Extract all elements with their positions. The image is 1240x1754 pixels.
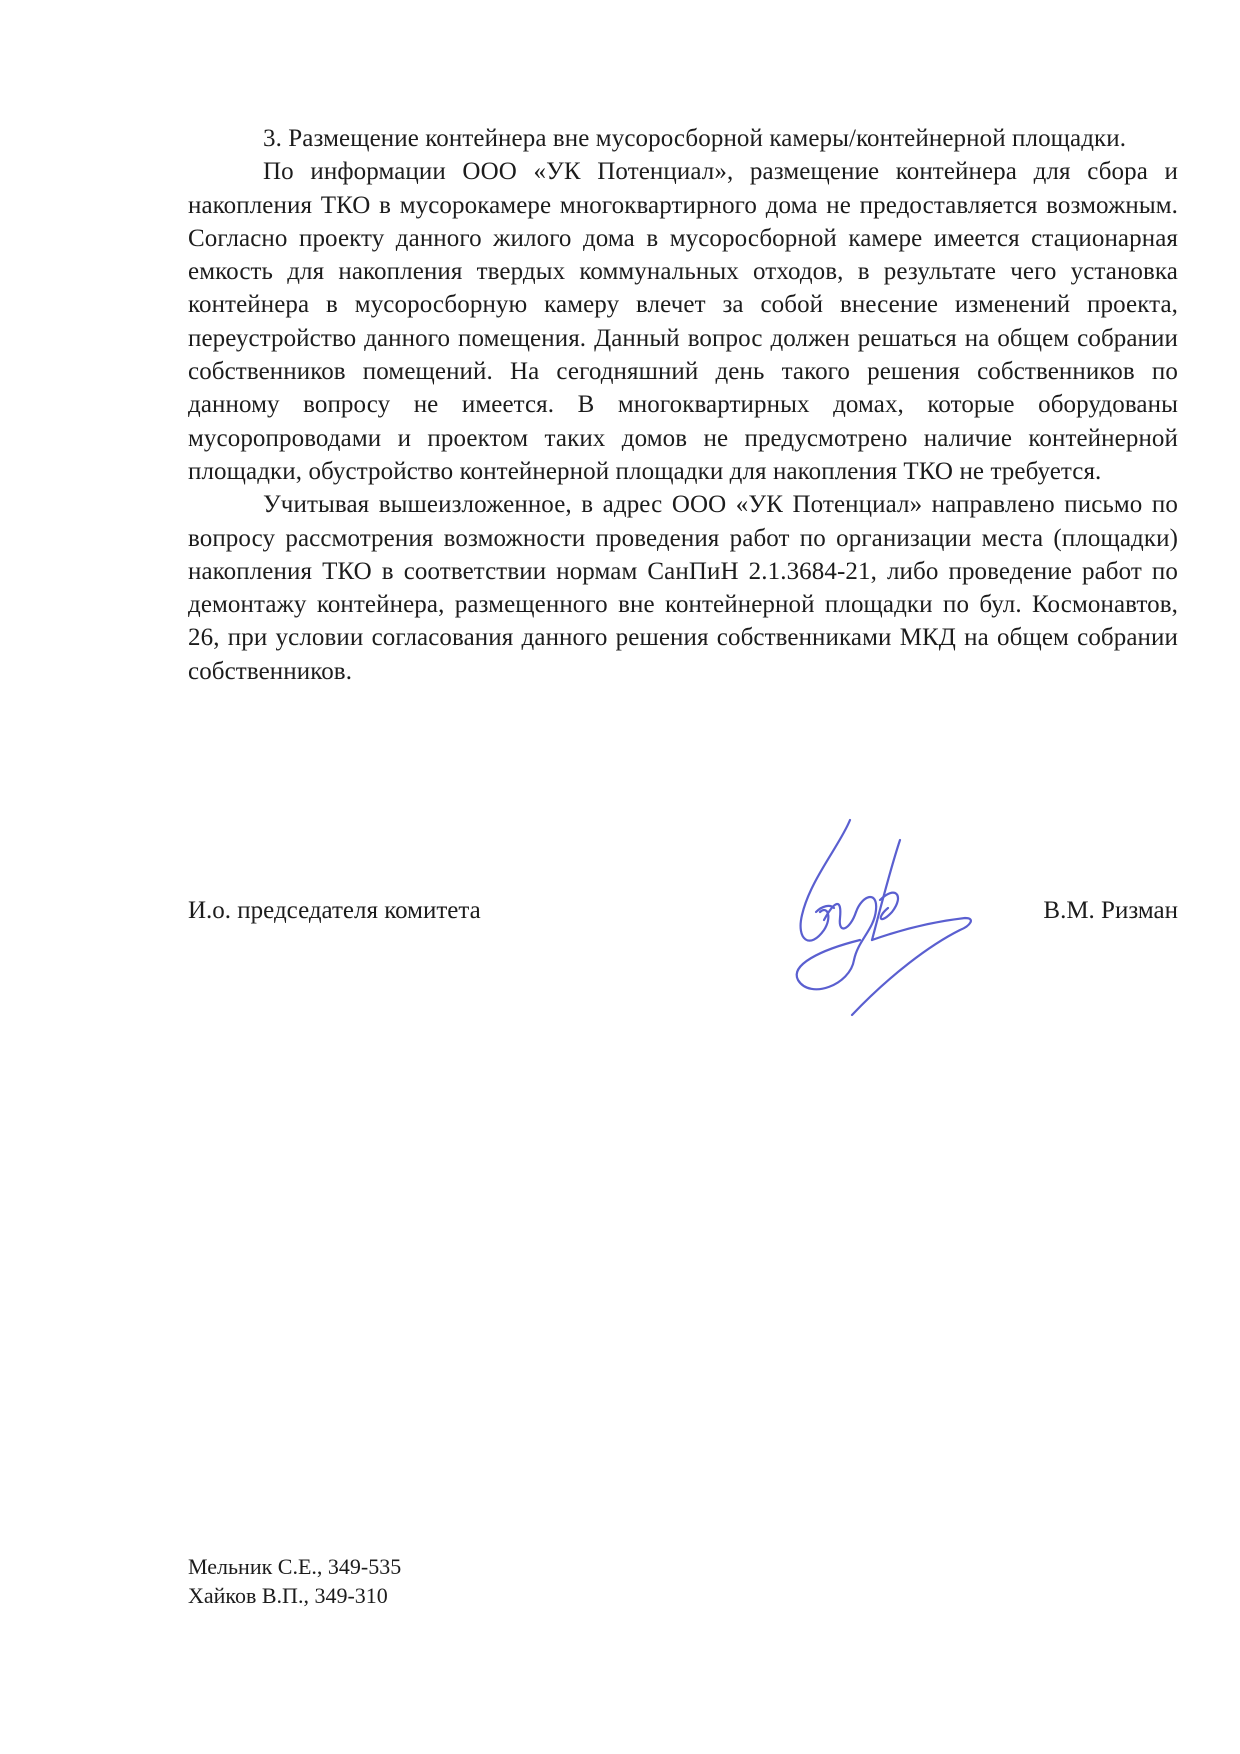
paragraph-conclusion: Учитывая вышеизложенное, в адрес ООО «УК Потенциал» направлено письмо по вопросу рассмотрения возможности проведения работ по организации места (площадки) накопления ТКО в соответствии нормам СанПиН 2.1.3684-21, либо проведение работ по демонтажу контейнера, размещенного вне контейнерной площадки по бул. Космонавтов, 26, при условии согласования данного решения собственниками МКД на общем собрании собственников. bbox=[188, 491, 1178, 685]
contact-line: Хайков В.П., 349-310 bbox=[188, 1583, 388, 1608]
paragraph-heading-item-3: 3. Размещение контейнера вне мусоросборной камеры/контейнерной площадки. bbox=[263, 125, 1127, 152]
letter-body bbox=[188, 122, 1178, 688]
contact-line: Мельник С.Е., 349-535 bbox=[188, 1554, 402, 1579]
signature-block bbox=[188, 894, 1178, 934]
paragraph-uk-information: По информации ООО «УК Потенциал», размещение контейнера для сбора и накопления ТКО в мусорокамере многоквартирного дома не предоставляется возможным. Согласно проекту данного жилого дома в мусоросборной камере имеется стационарная емкость для накопления твердых коммунальных отходов, в результате чего установка контейнера в мусоросборную камеру влечет за собой внесение изменений проекта, переустройство данного помещения. Данный вопрос должен решаться на общем собрании собственников помещений. На сегодняшний день такого решения собственников по данному вопросу не имеется. В многоквартирных домах, которые оборудованы мусоропроводами и проектом таких домов не предусмотрено наличие контейнерной площадки, обустройство контейнерной площадки для накопления ТКО не требуется. bbox=[188, 158, 1178, 485]
signatory-name: В.М. Ризман bbox=[1043, 897, 1178, 924]
contact-persons bbox=[188, 1552, 401, 1610]
signatory-position: И.о. председателя комитета bbox=[188, 897, 481, 924]
